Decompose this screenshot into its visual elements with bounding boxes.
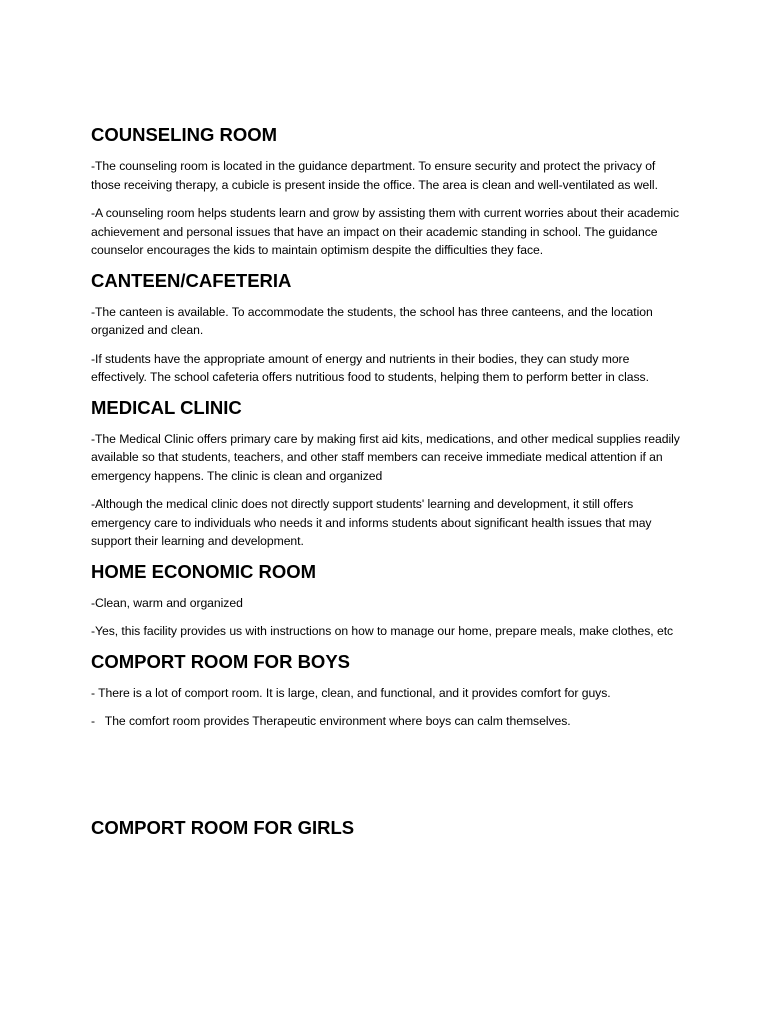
section-paragraph: -The Medical Clinic offers primary care by making first aid kits, medications, and other medical supplies readily available so that students, teachers, and other staff members can receive immediate medical attention if an emergency happens. The clinic is clean and organized — [91, 431, 680, 483]
section-heading: COMPORT ROOM FOR GIRLS — [91, 816, 355, 838]
section-heading: HOME ECONOMIC ROOM — [91, 560, 317, 582]
section-medical-clinic — [91, 397, 681, 551]
document-page — [91, 124, 681, 850]
section-heading: COUNSELING ROOM — [91, 124, 278, 145]
section-paragraph: - The comfort room provides Therapeutic environment where boys can calm themselves. — [91, 714, 571, 728]
section-heading: CANTEEN/CAFETERIA — [91, 269, 292, 291]
blank-space — [91, 741, 681, 817]
section-paragraph: -Yes, this facility provides us with instructions on how to manage our home, prepare meals, make clothes, etc — [91, 624, 674, 638]
section-comport-room-girls — [91, 817, 681, 839]
section-paragraph: -A counseling room helps students learn and grow by assisting them with current worries about their academic achievement and personal issues that have an impact on their academic standing in school. The guidance counselor encourages the kids to maintain optimism despite the difficulties they face. — [91, 206, 680, 257]
section-paragraph: - There is a lot of comport room. It is large, clean, and functional, and it provides comfort for guys. — [91, 685, 611, 700]
section-paragraph: -The counseling room is located in the guidance department. To ensure security and protect the privacy of those receiving therapy, a cubicle is present inside the office. The area is clean and well-ventilated as well. — [91, 159, 658, 192]
section-paragraph: -The canteen is available. To accommodate the students, the school has three canteens, and the location organized and clean. — [91, 304, 653, 337]
section-comport-room-boys — [91, 651, 681, 731]
section-home-economic-room — [91, 561, 681, 641]
section-counseling-room — [91, 124, 681, 260]
section-heading: MEDICAL CLINIC — [91, 396, 242, 418]
section-heading: COMPORT ROOM FOR BOYS — [91, 650, 350, 672]
section-paragraph: -Clean, warm and organized — [91, 595, 243, 610]
section-canteen-cafeteria — [91, 270, 681, 387]
section-paragraph: -If students have the appropriate amount of energy and nutrients in their bodies, they can study more effectively. The school cafeteria offers nutritious food to students, helping them to perform better in class. — [91, 351, 649, 384]
section-paragraph: -Although the medical clinic does not directly support students' learning and development, it still offers emergency care to individuals who needs it and informs students about significant health issues that may support their learning and development. — [91, 497, 652, 548]
